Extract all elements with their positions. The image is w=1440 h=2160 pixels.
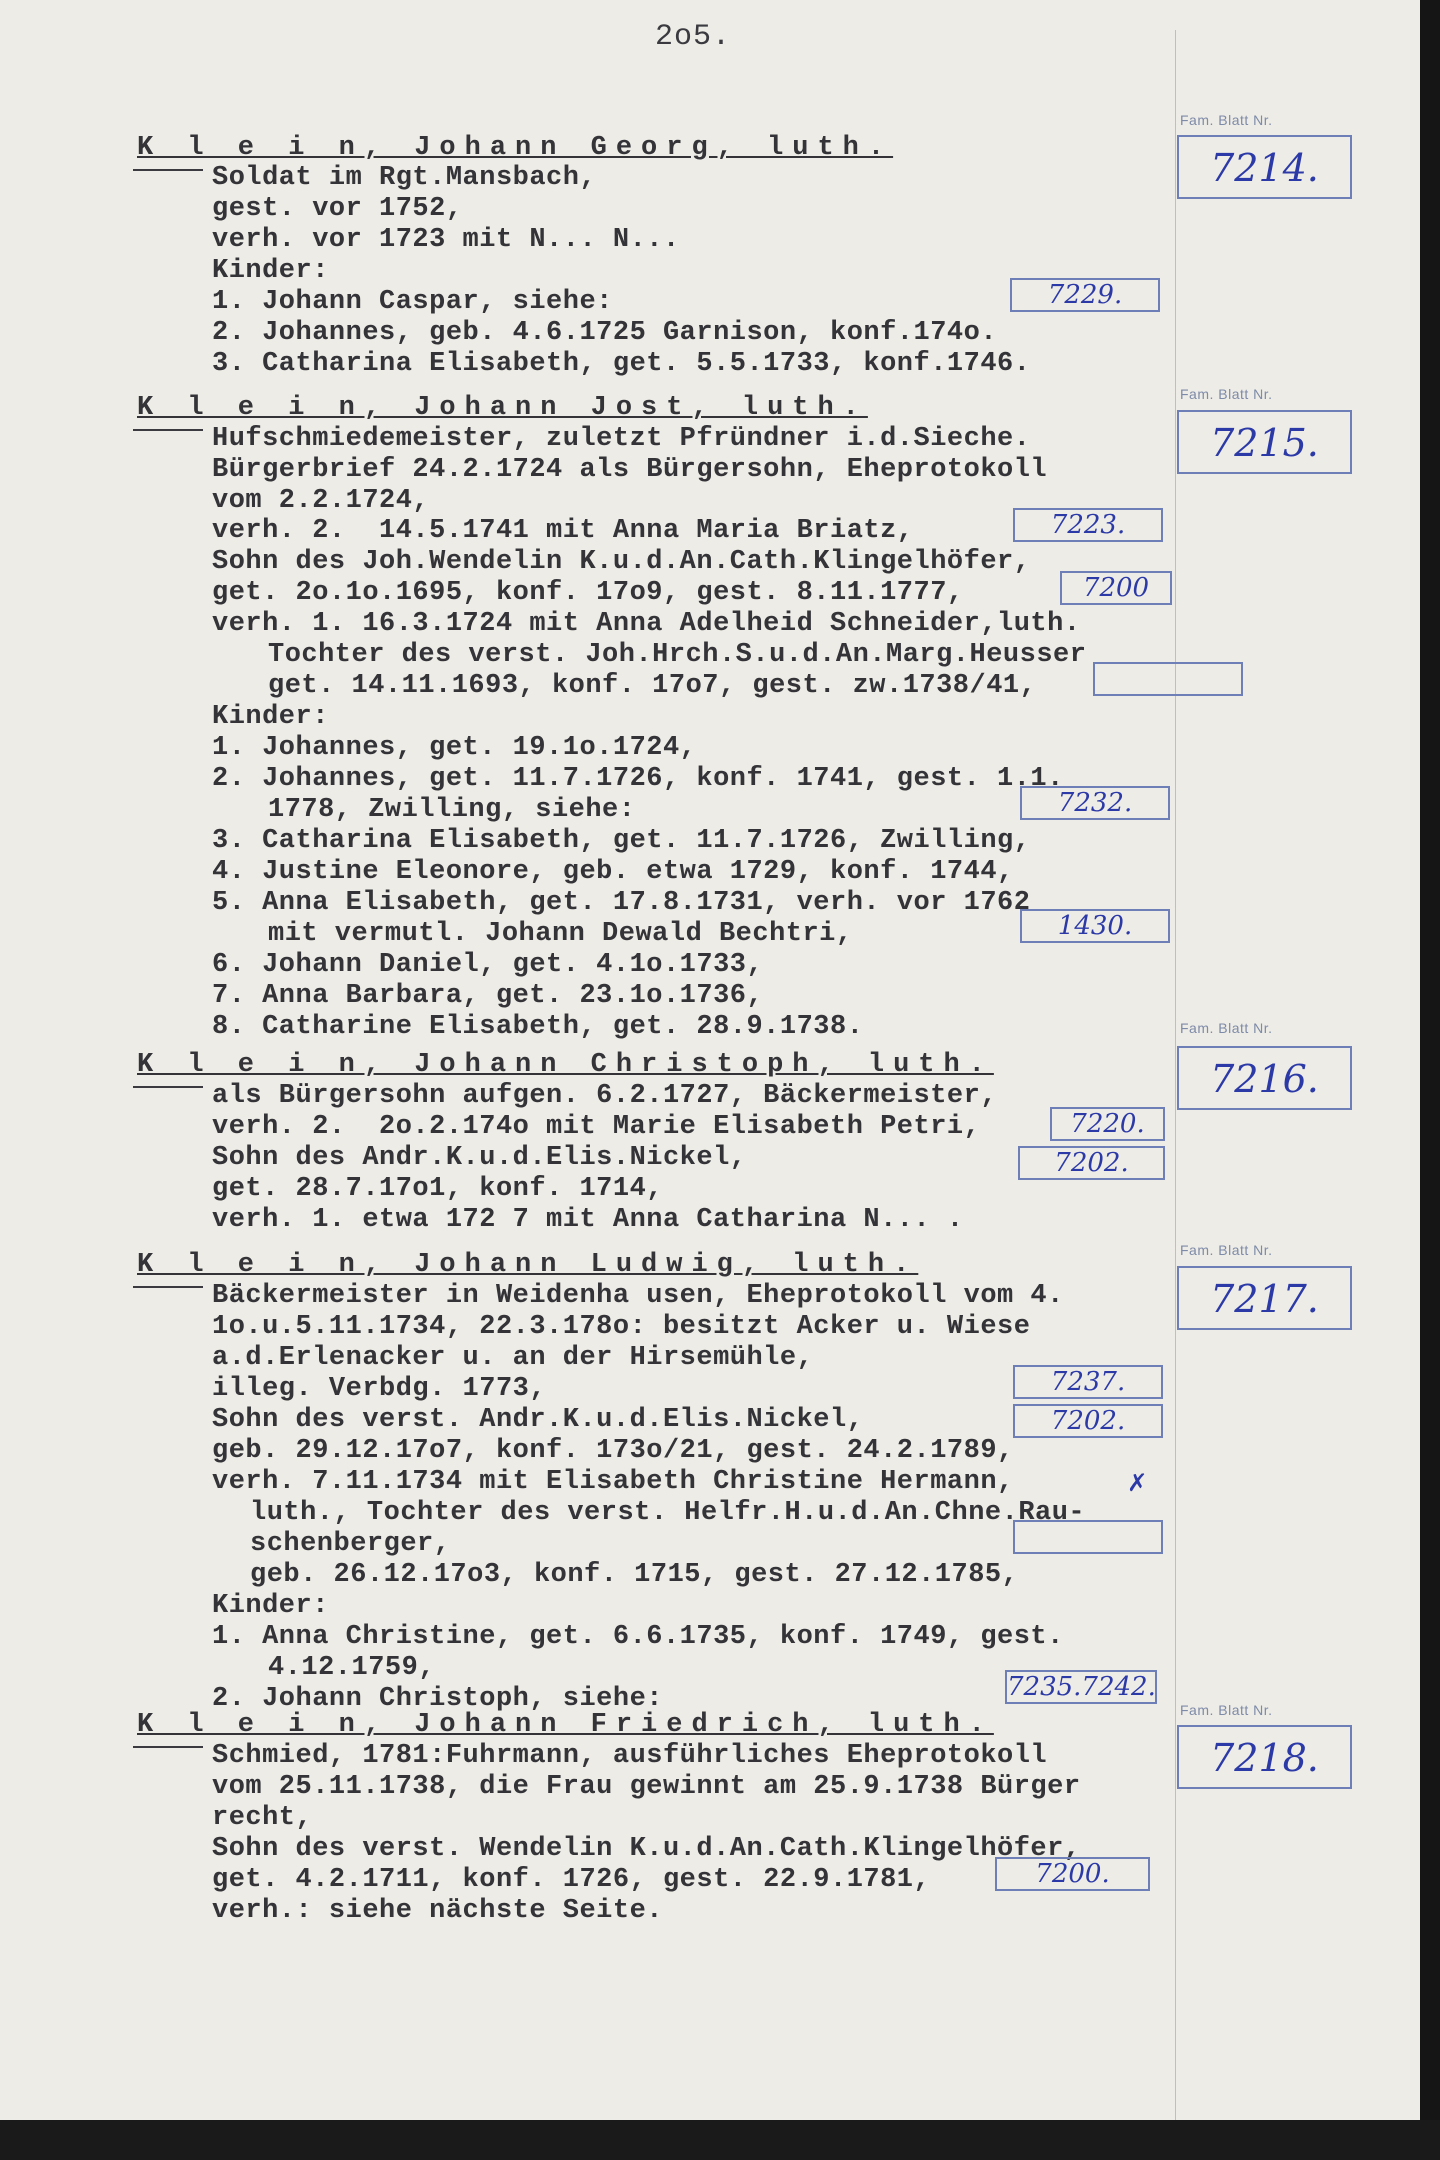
page-number: 2o5. bbox=[655, 20, 732, 54]
entry-line: Bürgerbrief 24.2.1724 als Bürgersohn, Eheprotokoll bbox=[212, 455, 1048, 485]
entry-line: Sohn des Joh.Wendelin K.u.d.An.Cath.Klingelhöfer, bbox=[212, 547, 1031, 577]
entry-heading bbox=[137, 1250, 918, 1280]
entry-line: geb. 26.12.17o3, konf. 1715, gest. 27.12.1785, bbox=[250, 1560, 1019, 1590]
entry-line: 1o.u.5.11.1734, 22.3.178o: besitzt Acker u. Wiese bbox=[212, 1312, 1031, 1342]
heading-rule bbox=[133, 1286, 203, 1288]
reference-box: 7220. bbox=[1050, 1107, 1165, 1141]
fam-blatt-number: 7215. bbox=[1177, 410, 1352, 474]
surname: K l e i n, Johann Ludwig, luth. bbox=[137, 1250, 919, 1280]
entry-line: 2. Johannes, geb. 4.6.1725 Garnison, konf.174o. bbox=[212, 318, 998, 348]
entry-line: 3. Catharina Elisabeth, get. 11.7.1726, Zwilling, bbox=[212, 826, 1031, 856]
margin-rule bbox=[1175, 30, 1176, 2120]
entry-line: verh.: siehe nächste Seite. bbox=[212, 1896, 663, 1926]
surname: K l e i n, Johann Friedrich, luth. bbox=[137, 1710, 994, 1740]
fam-blatt-number: 7214. bbox=[1177, 135, 1352, 199]
entry-line: verh. 7.11.1734 mit Elisabeth Christine Hermann, bbox=[212, 1467, 1014, 1497]
entry-line: verh. 1. 16.3.1724 mit Anna Adelheid Schneider,luth. bbox=[212, 609, 1081, 639]
fam-blatt-label: Fam. Blatt Nr. bbox=[1180, 112, 1273, 128]
scan-edge-right bbox=[1420, 0, 1440, 2160]
heading-rule bbox=[133, 1086, 203, 1088]
entry-line: Schmied, 1781:Fuhrmann, ausführliches Eheprotokoll bbox=[212, 1741, 1048, 1771]
fam-blatt-number: 7216. bbox=[1177, 1046, 1352, 1110]
reference-box: 1430. bbox=[1020, 909, 1170, 943]
reference-box bbox=[1093, 662, 1243, 696]
entry-line: schenberger, bbox=[250, 1529, 451, 1559]
entry-line: illeg. Verbdg. 1773, bbox=[212, 1374, 547, 1404]
fam-blatt-number: 7217. bbox=[1177, 1266, 1352, 1330]
entry-line: verh. 2. 2o.2.174o mit Marie Elisabeth Petri, bbox=[212, 1112, 981, 1142]
entry-heading bbox=[137, 393, 868, 423]
reference-box: 7237. bbox=[1013, 1365, 1163, 1399]
entry-heading bbox=[137, 1710, 994, 1740]
entry-line: a.d.Erlenacker u. an der Hirsemühle, bbox=[212, 1343, 814, 1373]
entry-line: Sohn des verst. Wendelin K.u.d.An.Cath.Klingelhöfer, bbox=[212, 1834, 1081, 1864]
entry-line: mit vermutl. Johann Dewald Bechtri, bbox=[268, 919, 853, 949]
fam-blatt-label: Fam. Blatt Nr. bbox=[1180, 1020, 1273, 1036]
reference-box: 7232. bbox=[1020, 786, 1170, 820]
entry-line: get. 28.7.17o1, konf. 1714, bbox=[212, 1174, 663, 1204]
entry-line: Sohn des verst. Andr.K.u.d.Elis.Nickel, bbox=[212, 1405, 864, 1435]
entry-line: Hufschmiedemeister, zuletzt Pfründner i.d.Sieche. bbox=[212, 424, 1031, 454]
entry-line: Soldat im Rgt.Mansbach, bbox=[212, 163, 597, 193]
entry-line: get. 14.11.1693, konf. 17o7, gest. zw.1738/41, bbox=[268, 671, 1037, 701]
entry-line: get. 2o.1o.1695, konf. 17o9, gest. 8.11.1777, bbox=[212, 578, 964, 608]
entry-line: 1. Johann Caspar, siehe: bbox=[212, 287, 613, 317]
reference-box: 7202. bbox=[1013, 1404, 1163, 1438]
entry-line: 7. Anna Barbara, get. 23.1o.1736, bbox=[212, 981, 764, 1011]
entry-line: 1. Johannes, get. 19.1o.1724, bbox=[212, 733, 697, 763]
surname: K l e i n, Johann Georg, luth. bbox=[137, 133, 894, 163]
entry-line: Kinder: bbox=[212, 702, 329, 732]
entry-line: get. 4.2.1711, konf. 1726, gest. 22.9.1781, bbox=[212, 1865, 931, 1895]
entry-line: verh. 1. etwa 172 7 mit Anna Catharina N... . bbox=[212, 1205, 964, 1235]
entry-line: 3. Catharina Elisabeth, get. 5.5.1733, konf.1746. bbox=[212, 349, 1031, 379]
fam-blatt-label: Fam. Blatt Nr. bbox=[1180, 1702, 1273, 1718]
surname: K l e i n, Johann Christoph, luth. bbox=[137, 1050, 994, 1080]
fam-blatt-label: Fam. Blatt Nr. bbox=[1180, 1242, 1273, 1258]
heading-rule bbox=[133, 169, 203, 171]
entry-line: 6. Johann Daniel, get. 4.1o.1733, bbox=[212, 950, 764, 980]
surname: K l e i n, Johann Jost, luth. bbox=[137, 393, 868, 423]
entry-line: geb. 29.12.17o7, konf. 173o/21, gest. 24.2.1789, bbox=[212, 1436, 1014, 1466]
handwritten-check-mark: ✗ bbox=[1128, 1467, 1147, 1501]
entry-line: 1778, Zwilling, siehe: bbox=[268, 795, 636, 825]
heading-rule bbox=[133, 1746, 203, 1748]
entry-line: vom 25.11.1738, die Frau gewinnt am 25.9.1738 Bürger bbox=[212, 1772, 1081, 1802]
heading-rule bbox=[133, 429, 203, 431]
entry-line: luth., Tochter des verst. Helfr.H.u.d.An.Chne.Rau- bbox=[250, 1498, 1086, 1528]
fam-blatt-label: Fam. Blatt Nr. bbox=[1180, 386, 1273, 402]
entry-line: vom 2.2.1724, bbox=[212, 486, 430, 516]
reference-box bbox=[1013, 1520, 1163, 1554]
entry-line: als Bürgersohn aufgen. 6.2.1727, Bäckermeister, bbox=[212, 1081, 998, 1111]
entry-line: Sohn des Andr.K.u.d.Elis.Nickel, bbox=[212, 1143, 747, 1173]
entry-line: Tochter des verst. Joh.Hrch.S.u.d.An.Marg.Heusser bbox=[268, 640, 1087, 670]
entry-line: 4. Justine Eleonore, geb. etwa 1729, konf. 1744, bbox=[212, 857, 1014, 887]
entry-line: 2. Johannes, get. 11.7.1726, konf. 1741, gest. 1.1. bbox=[212, 764, 1064, 794]
entry-line: 8. Catharine Elisabeth, get. 28.9.1738. bbox=[212, 1012, 864, 1042]
reference-box: 7202. bbox=[1018, 1146, 1165, 1180]
reference-box: 7200. bbox=[995, 1857, 1150, 1891]
entry-heading bbox=[137, 133, 893, 163]
entry-line: verh. 2. 14.5.1741 mit Anna Maria Briatz, bbox=[212, 516, 914, 546]
entry-heading bbox=[137, 1050, 994, 1080]
entry-line: 2. Johann Christoph, siehe: bbox=[212, 1684, 663, 1714]
entry-line: recht, bbox=[212, 1803, 313, 1833]
fam-blatt-number: 7218. bbox=[1177, 1725, 1352, 1789]
entry-line: gest. vor 1752, bbox=[212, 194, 463, 224]
reference-box: 7223. bbox=[1013, 508, 1163, 542]
reference-box: 7229. bbox=[1010, 278, 1160, 312]
entry-line: Bäckermeister in Weidenha usen, Eheprotokoll vom 4. bbox=[212, 1281, 1064, 1311]
scan-edge-bottom bbox=[0, 2120, 1440, 2160]
entry-line: Kinder: bbox=[212, 1591, 329, 1621]
entry-line: Kinder: bbox=[212, 256, 329, 286]
reference-box: 7200 bbox=[1060, 571, 1172, 605]
entry-line: 1. Anna Christine, get. 6.6.1735, konf. 1749, gest. bbox=[212, 1622, 1064, 1652]
entry-line: 5. Anna Elisabeth, get. 17.8.1731, verh. vor 1762 bbox=[212, 888, 1031, 918]
reference-box: 7235.7242. bbox=[1007, 1672, 1156, 1702]
entry-line: 4.12.1759, bbox=[268, 1653, 436, 1683]
entry-line: verh. vor 1723 mit N... N... bbox=[212, 225, 680, 255]
